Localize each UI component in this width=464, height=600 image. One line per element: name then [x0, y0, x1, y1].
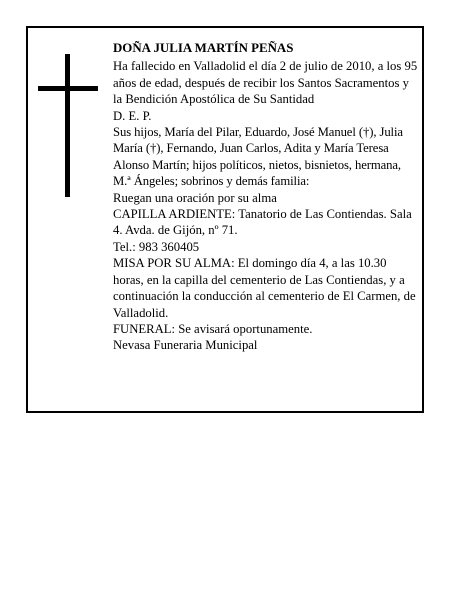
obituary-text: [113, 40, 418, 354]
rip-line: D. E. P.: [113, 108, 152, 123]
deceased-name: DOÑA JULIA MARTÍN PEÑAS: [113, 41, 294, 55]
prayer-request: Ruegan una oración por su alma: [113, 190, 277, 205]
cross-horizontal-bar: [38, 86, 98, 91]
cross-icon: [38, 54, 98, 197]
phone-number: Tel.: 983 360405: [113, 239, 200, 254]
mass-details: MISA POR SU ALMA: El domingo día 4, a las 10.30 horas, en la capilla del cementerio de Las Contiendas, y a continuación la conducción al cementerio de El Carmen, de Valladolid.: [113, 256, 416, 320]
death-statement: Ha fallecido en Valladolid el día 2 de julio de 2010, a los 95 años de edad, después de recibir los Santos Sacramentos y la Bendición Apostólica de Su Santidad: [113, 59, 418, 107]
cross-vertical-bar: [65, 54, 70, 197]
chapel-details: CAPILLA ARDIENTE: Tanatorio de Las Contiendas. Sala 4. Avda. de Gijón, nº 71.: [113, 207, 412, 238]
funeral-details: FUNERAL: Se avisará oportunamente.: [113, 321, 313, 336]
funeral-home: Nevasa Funeraria Municipal: [113, 338, 258, 353]
family-list: Sus hijos, María del Pilar, Eduardo, José Manuel (†), Julia María (†), Fernando, Juan Carlos, Adita y María Teresa Alonso Martín; hijos políticos, nietos, bisnietos, hermana, M.ª Ángeles; sobrinos y demás familia:: [113, 125, 403, 189]
